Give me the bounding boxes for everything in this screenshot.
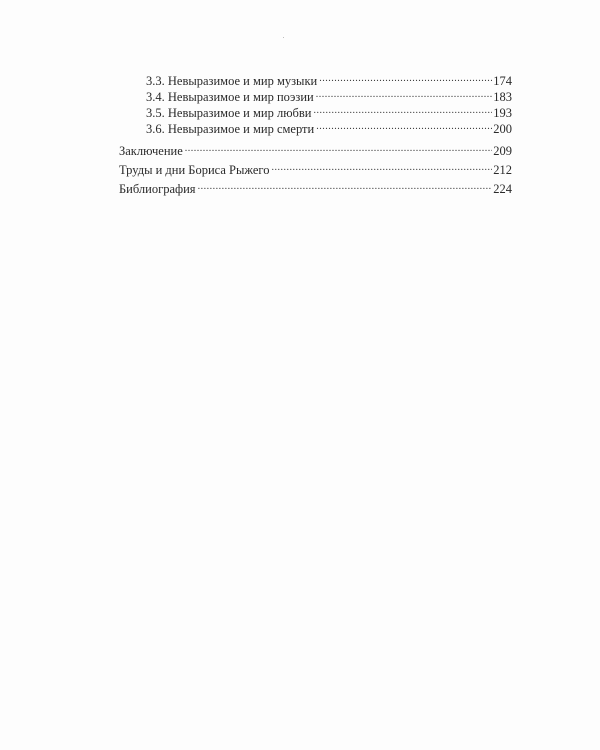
toc-leader-dots	[316, 121, 492, 133]
toc-entry-3-4	[119, 89, 512, 105]
toc-entry-conclusion	[119, 143, 512, 159]
toc-leader-dots	[271, 162, 492, 174]
toc-entry-page: 183	[493, 90, 512, 104]
toc-entry-label: 3.3. Невыразимое и мир музыки	[146, 74, 318, 88]
toc-entry-page: 200	[493, 122, 512, 136]
table-of-contents	[119, 73, 512, 197]
toc-entry-page: 224	[493, 182, 512, 196]
toc-entry-page: 193	[493, 106, 512, 120]
toc-leader-dots	[185, 143, 493, 155]
toc-entry-label: 3.4. Невыразимое и мир поэзии	[146, 90, 314, 104]
toc-entry-3-5	[119, 105, 512, 121]
paper-speck	[283, 37, 284, 38]
toc-entry-works-and-days	[119, 162, 512, 178]
toc-entry-label: 3.5. Невыразимое и мир любви	[146, 106, 312, 120]
toc-entry-label: Библиография	[119, 182, 196, 196]
toc-entry-3-6	[119, 121, 512, 137]
toc-entry-3-3	[119, 73, 512, 89]
toc-leader-dots	[198, 181, 493, 193]
toc-leader-dots	[319, 73, 492, 85]
toc-entry-bibliography	[119, 181, 512, 197]
toc-entry-label: 3.6. Невыразимое и мир смерти	[146, 122, 315, 136]
toc-entry-page: 212	[493, 163, 512, 177]
toc-entry-page: 174	[493, 74, 512, 88]
toc-entry-page: 209	[493, 144, 512, 158]
toc-leader-dots	[316, 89, 493, 101]
toc-entry-label: Заключение	[119, 144, 183, 158]
toc-leader-dots	[313, 105, 492, 117]
toc-entry-label: Труды и дни Бориса Рыжего	[119, 163, 270, 177]
